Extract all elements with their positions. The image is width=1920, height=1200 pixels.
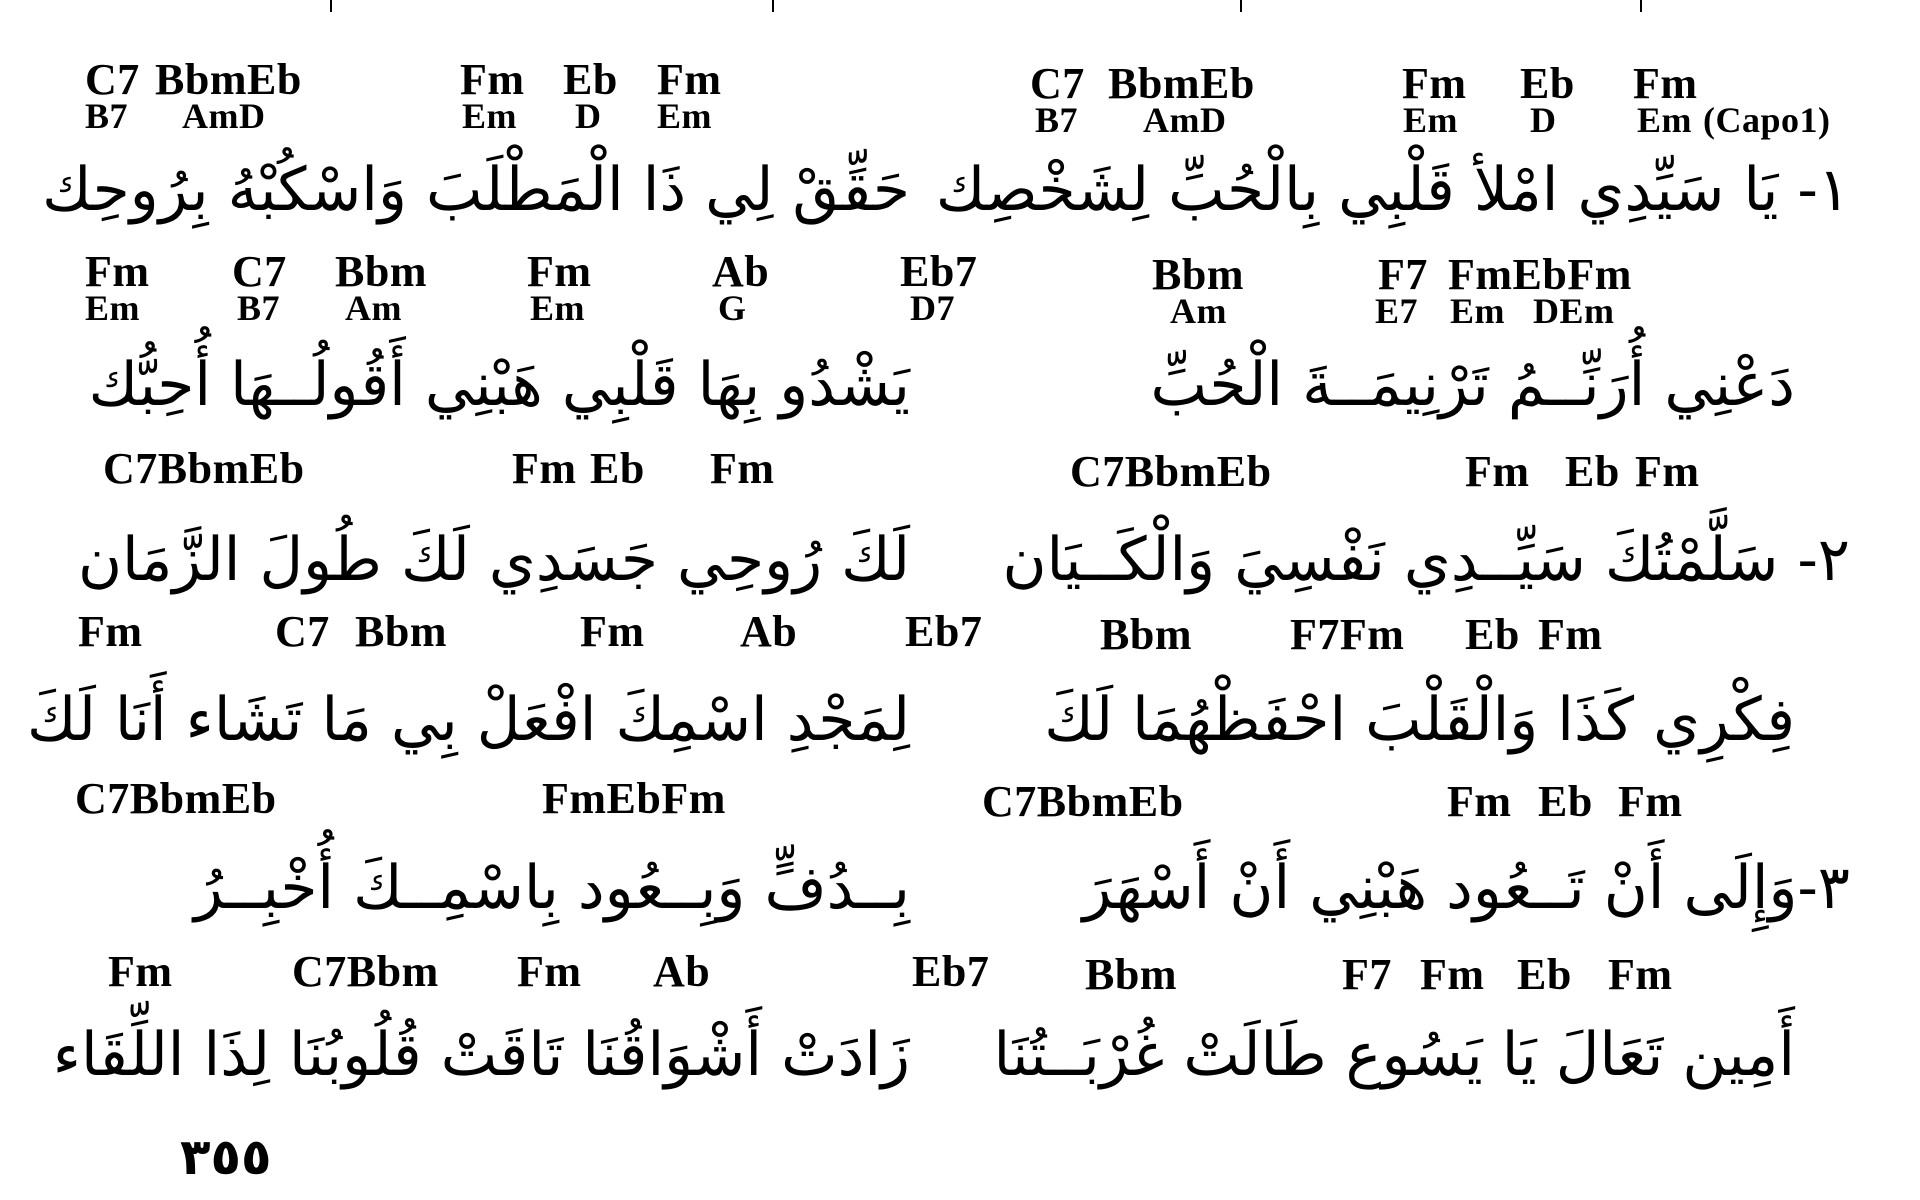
chord-eb: Eb [590, 444, 645, 493]
chord-em: Em [462, 96, 517, 136]
chord-fm: Fm [108, 947, 173, 996]
chord-d: D [1530, 100, 1557, 140]
chord-eb: Eb [1465, 610, 1520, 659]
chord-fm: Fm [1618, 777, 1683, 826]
chord-eb: Eb [1520, 59, 1575, 108]
chord-em: Em [1450, 291, 1505, 331]
chord-dem: DEm [1533, 291, 1615, 331]
chord-bbm: Bbm [1152, 250, 1244, 299]
top-edge-mark-2 [772, 0, 774, 12]
chord-eb7: Eb7 [905, 607, 983, 656]
chord-fm: Fm [1635, 447, 1700, 496]
top-edge-mark-4 [1640, 0, 1642, 12]
lyric-line-5-right: ٣-وَإِلَى أَنْ تَــعُود هَبْنِي أَنْ أَسْهَرَ [1082, 853, 1850, 923]
top-edge-mark-1 [330, 0, 332, 12]
chord-ab: Ab [712, 247, 770, 296]
chord-ab: Ab [740, 607, 798, 656]
lyric-line-3-right: ٢- سَلَّمْتُكَ سَيِّــدِي نَفْسِيَ وَالْكَــيَان [1002, 525, 1850, 595]
lyric-line-6-right: أَمِين تَعَالَ يَا يَسُوع طَالَتْ غُرْبَــتُنَا [993, 1020, 1795, 1090]
chord-c7bbmeb: C7BbmEb [982, 777, 1184, 826]
chord-b7: B7 [85, 96, 129, 136]
chord-eb: Eb [1565, 447, 1620, 496]
chord-fm: Fm [657, 55, 722, 104]
chord-eb: Eb [1538, 777, 1593, 826]
chord-bbm: Bbm [355, 607, 447, 656]
chord-em: Em [1403, 100, 1458, 140]
chord-amd: AmD [182, 96, 266, 136]
chord-f7: F7 [1342, 950, 1392, 999]
chord-c7: C7 [85, 55, 140, 104]
chord-bbmeb: BbmEb [1108, 59, 1255, 108]
chord-bbm: Bbm [1100, 610, 1192, 659]
chord-bbm: Bbm [335, 247, 427, 296]
chord-g: G [718, 288, 747, 328]
chord-d: D [575, 96, 602, 136]
chord-fmebfm: FmEbFm [542, 774, 726, 823]
chord-fm: Fm [1608, 950, 1673, 999]
chord-fm: Fm [527, 247, 592, 296]
chord-d7: D7 [910, 288, 955, 328]
chord-fmebfm: FmEbFm [1448, 250, 1632, 299]
chord-eb7: Eb7 [900, 247, 978, 296]
chord-eb: Eb [1517, 950, 1572, 999]
chord-fm: Fm [517, 947, 582, 996]
chord-fm: Fm [85, 247, 150, 296]
chord-fm: Fm [1465, 447, 1530, 496]
chord-fm: Fm [1402, 59, 1467, 108]
chord-bbm: Bbm [1085, 950, 1177, 999]
chord-fm: Fm [512, 444, 577, 493]
lyric-line-2-right: دَعْنِي أُرَنِّــمُ تَرْنِيمَــةَ الْحُبِّ [1150, 350, 1795, 420]
chord-b7: B7 [1035, 100, 1079, 140]
chord-eb: Eb [563, 55, 618, 104]
chord-fm: Fm [580, 607, 645, 656]
chord-f7: F7 [1378, 250, 1428, 299]
lyric-line-6-left: زَادَتْ أَشْوَاقُنَا تَاقَتْ قُلُوبُنَا لِذَا اللِّقَاء [52, 1020, 910, 1090]
chord-c7bbm: C7Bbm [292, 947, 439, 996]
lyric-line-3-left: لَكَ رُوحِي جَسَدِي لَكَ طُولَ الزَّمَان [77, 525, 910, 595]
chord-e7: E7 [1375, 291, 1419, 331]
chord-b7: B7 [237, 288, 281, 328]
top-edge-mark-3 [1240, 0, 1242, 12]
chord-ab: Ab [653, 947, 711, 996]
page-number: ٣٥٥ [180, 1128, 272, 1186]
chord-fm: Fm [78, 607, 143, 656]
lyric-line-1-left: حَقِّقْ لِي ذَا الْمَطْلَبَ وَاسْكُبْهُ بِرُوحِك [42, 155, 910, 225]
chord-fm: Fm [1420, 950, 1485, 999]
chord-em: Em [530, 288, 585, 328]
lyric-line-5-left: بِــدُفٍّ وَبِــعُود بِاسْمِــكَ أُخْبِــرُ [193, 853, 910, 923]
chord-em: Em [657, 96, 712, 136]
lyric-line-1-right: ١- يَا سَيِّدِي امْلأ قَلْبِي بِالْحُبِّ لِشَخْصِك [935, 155, 1850, 225]
chord-fm: Fm [710, 444, 775, 493]
lyric-line-2-left: يَشْدُو بِهَا قَلْبِي هَبْنِي أَقُولُــهَا أُحِبُّك [88, 350, 910, 420]
chord-eb7: Eb7 [912, 947, 990, 996]
chord-amd: AmD [1143, 100, 1227, 140]
chord-c7: C7 [232, 247, 287, 296]
chord-am: Am [1170, 291, 1227, 331]
chord-em: Em [85, 288, 140, 328]
chord-fm: Fm [1633, 59, 1698, 108]
chord-f7fm: F7Fm [1290, 610, 1405, 659]
chord-c7: C7 [1030, 59, 1085, 108]
chord-c7bbmeb: C7BbmEb [1070, 447, 1272, 496]
chord-fm: Fm [460, 55, 525, 104]
chord-c7bbmeb: C7BbmEb [103, 444, 305, 493]
capo-note: (Capo1) [1703, 100, 1831, 140]
lyric-line-4-right: فِكْرِي كَذَا وَالْقَلْبَ احْفَظْهُمَا لَكَ [1044, 685, 1795, 755]
chord-c7bbmeb: C7BbmEb [75, 774, 277, 823]
chord-am: Am [345, 288, 402, 328]
chord-fm: Fm [1447, 777, 1512, 826]
chord-fm: Fm [1538, 610, 1603, 659]
chord-em: Em [1637, 100, 1692, 140]
chord-c7: C7 [275, 607, 330, 656]
chord-bbmeb: BbmEb [155, 55, 302, 104]
lyric-line-4-left: لِمَجْدِ اسْمِكَ افْعَلْ بِي مَا تَشَاء أَنَا لَكَ [27, 685, 910, 755]
